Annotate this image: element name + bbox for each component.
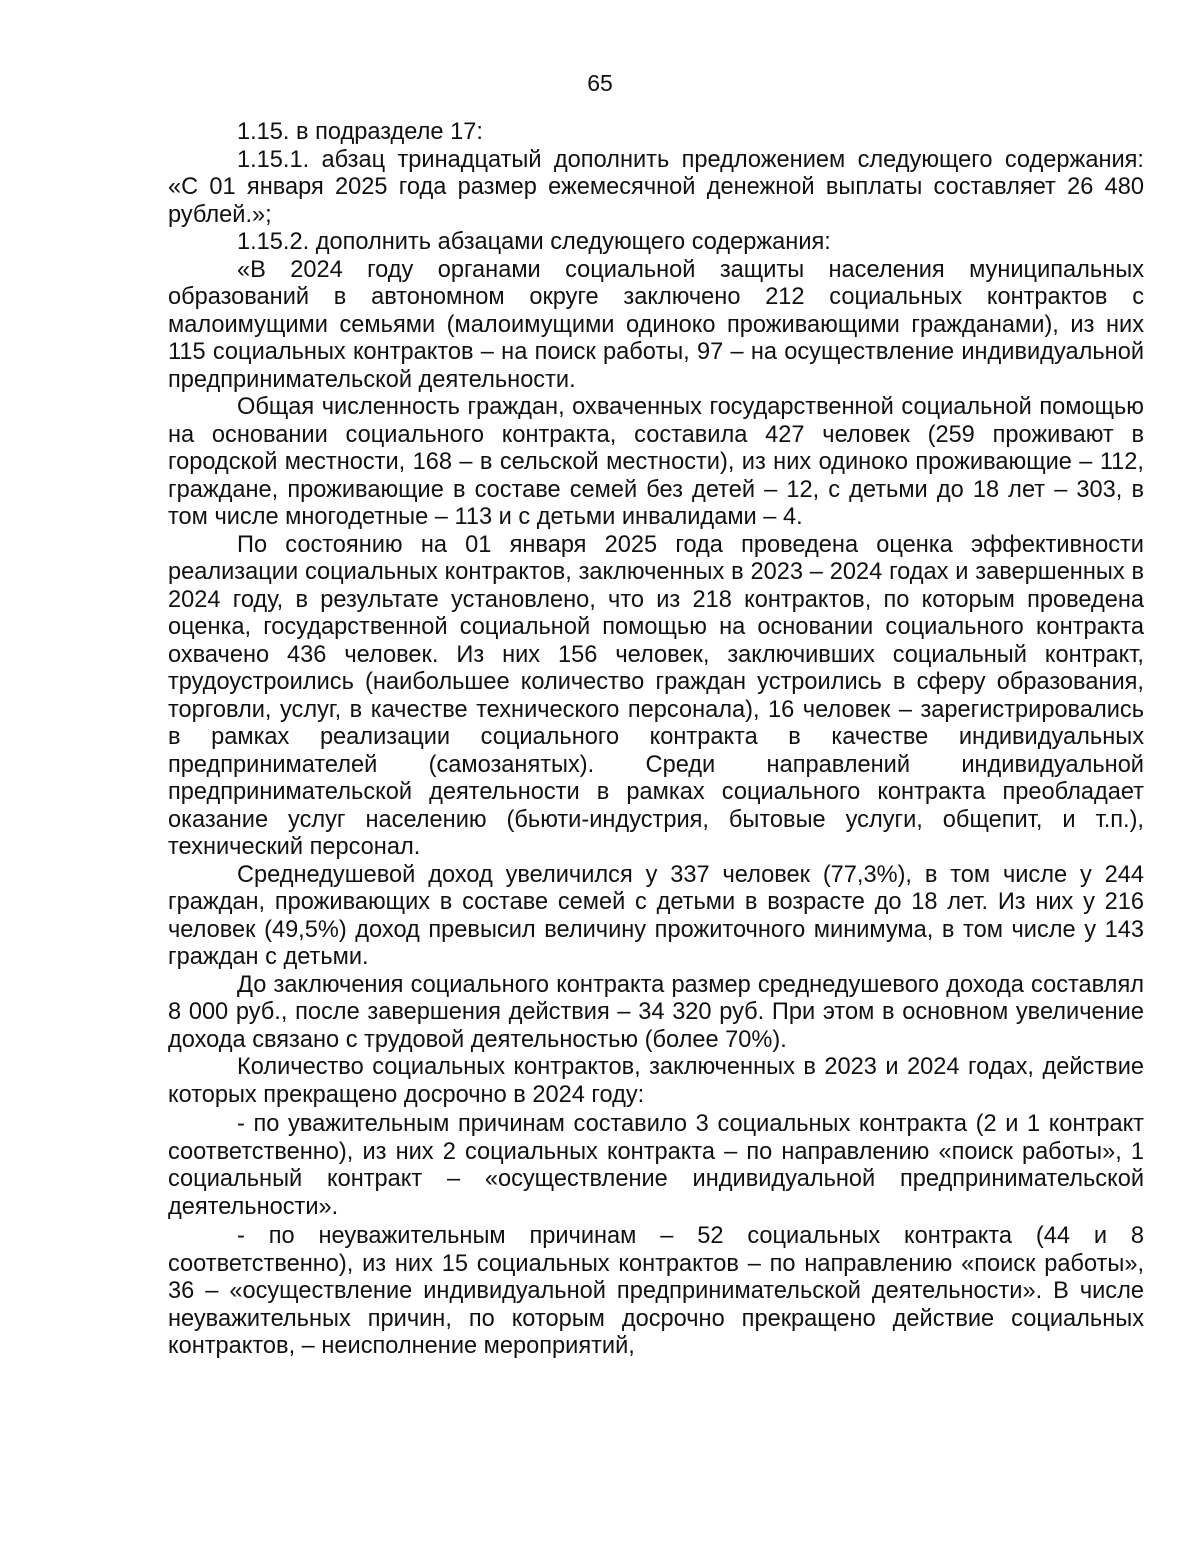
paragraph-total-citizens: Общая численность граждан, охваченных государственной социальной помощью на основании социального контракта, составила 427 человек (259 проживают в городской местности, 168 – в сельской местности), из них одиноко проживающие – 112, граждане, проживающие в составе семей без детей – 12, с детьми до 18 лет – 303, в том числе многодетные – 113 и с детьми инвалидами – 4. <box>168 394 1144 530</box>
paragraph-income-before-after: До заключения социального контракта размер среднедушевого дохода составлял 8 000 руб., после завершения действия – 34 320 руб. При этом в основном увеличение дохода связано с трудовой деятельностью (более 70%). <box>168 971 1144 1053</box>
paragraph-effectiveness: По состоянию на 01 января 2025 года проведена оценка эффективности реализации социальных контрактов, заключенных в 2023 – 2024 годах и завершенных в 2024 году, в результате установлено, что из 218 контрактов, по которым проведена оценка, государственной социальной помощью на основании социального контракта охвачено 436 человек. Из них 156 человек, заключивших социальный контракт, трудоустроились (наибольшее количество граждан устроились в сферу образования, торговли, услуг, в качестве технического персонала), 16 человек – зарегистрировались в рамках реализации социального контракта в качестве индивидуальных предпринимателей (самозанятых). Среди направлений индивидуальной предпринимательской деятельности в рамках социального контракта преобладает оказание услуг населению (бьюти-индустрия, бытовые услуги, общепит, и т.п.), технический персонал. <box>168 531 1144 860</box>
paragraph-contracts-2024: «В 2024 году органами социальной защиты населения муниципальных образований в автономном округе заключено 212 социальных контрактов с малоимущими семьями (малоимущими одиноко проживающими гражданами), из них 115 социальных контрактов – на поиск работы, 97 – на осуществление индивидуальной предпринимательской деятельности. <box>168 256 1144 393</box>
paragraph-1-15-2: 1.15.2. дополнить абзацами следующего содержания: <box>237 229 831 255</box>
document-body <box>168 119 1144 1361</box>
page-number: 65 <box>587 70 613 96</box>
paragraph-1-15: 1.15. в подразделе 17: <box>237 119 483 145</box>
list-item-valid-reasons: - по уважительным причинам составило 3 социальных контракта (2 и 1 контракт соответственно), из них 2 социальных контракта – по направлению «поиск работы», 1 социальный контракт – «осуществление индивидуальной предпринимательской деятельности». <box>168 1111 1144 1220</box>
paragraph-income-growth: Среднедушевой доход увеличился у 337 человек (77,3%), в том числе у 244 граждан, проживающих в составе семей с детьми в возрасте до 18 лет. Из них у 216 человек (49,5%) доход превысил величину прожиточного минимума, в том числе у 143 граждан с детьми. <box>168 861 1144 970</box>
list-item-invalid-reasons: - по неуважительным причинам – 52 социальных контракта (44 и 8 соответственно), из них 15 социальных контрактов – по направлению «поиск работы», 36 – «осуществление индивидуальной предпринимательской деятельности». В числе неуважительных причин, по которым досрочно прекращено действие социальных контрактов, – неисполнение мероприятий, <box>168 1223 1144 1359</box>
paragraph-1-15-1: 1.15.1. абзац тринадцатый дополнить предложением следующего содержания: «С 01 января 2025 года размер ежемесячной денежной выплаты составляет 26 480 рублей.»; <box>168 146 1144 228</box>
paragraph-terminated-contracts: Количество социальных контрактов, заключенных в 2023 и 2024 годах, действие которых прекращено досрочно в 2024 году: <box>168 1054 1144 1108</box>
